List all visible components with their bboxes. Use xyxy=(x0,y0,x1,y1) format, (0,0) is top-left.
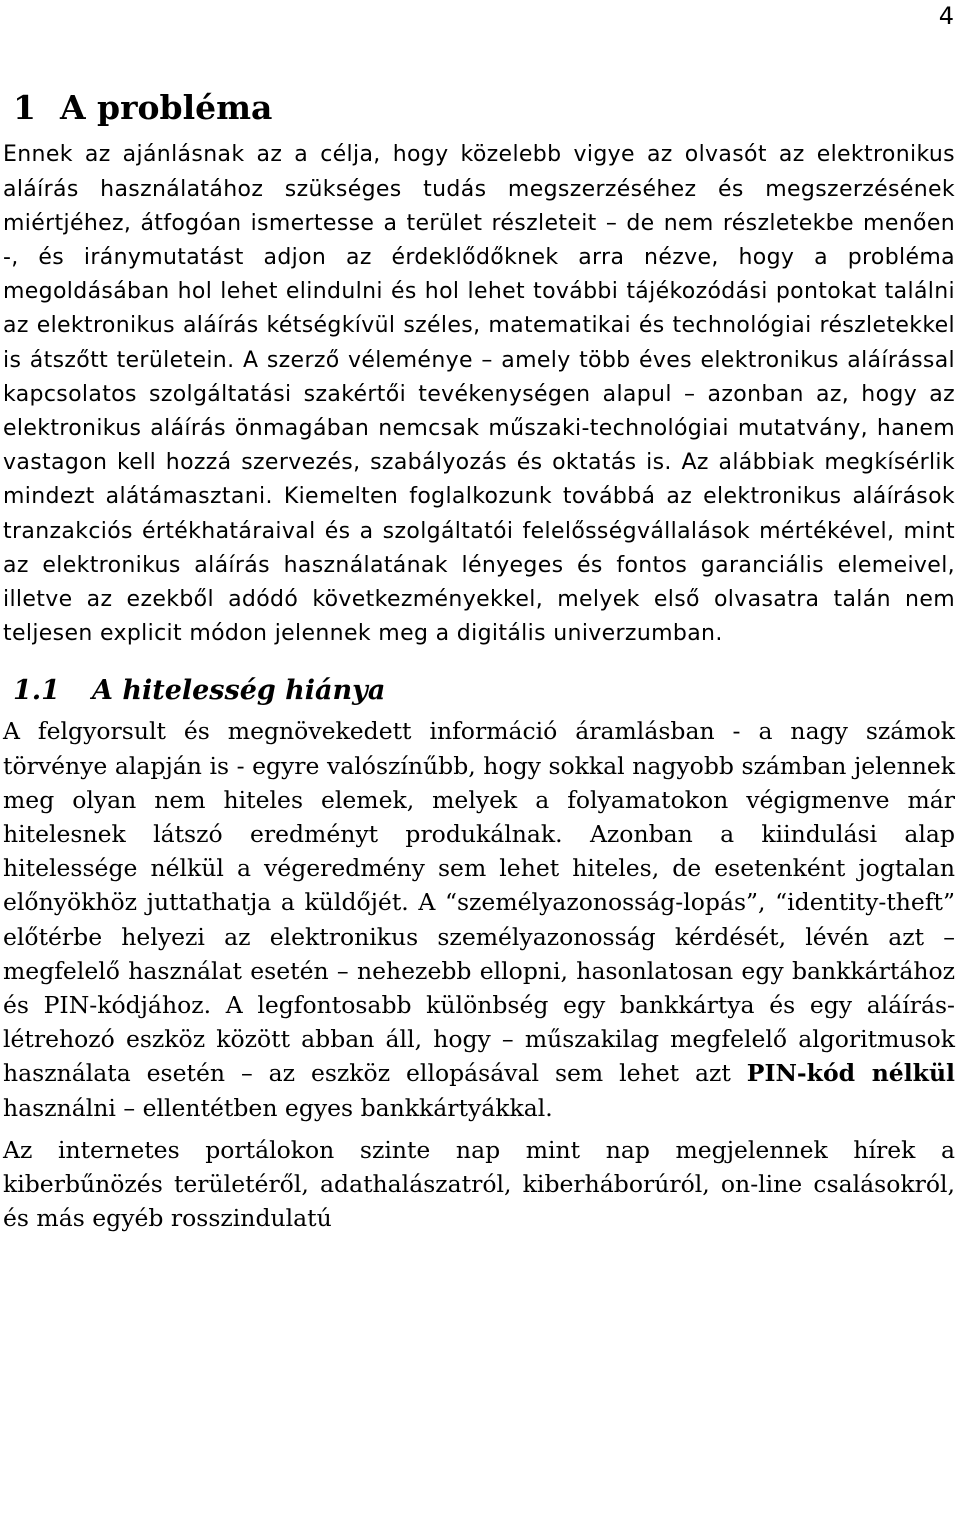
subsection-number: 1.1 xyxy=(13,675,60,707)
section-title: A probléma xyxy=(59,88,273,127)
section-number: 1 xyxy=(13,88,36,127)
subsection-paragraph-2: Az internetes portálokon szinte nap mint nap megjelennek hírek a kiberbűnözés területéről, adathalászatról, kiberháborúról, on-line csalásokról, és más egyéb rosszindulatú xyxy=(3,1135,955,1233)
subsection-heading xyxy=(13,675,955,706)
subsection-title: A hitelesség hiánya xyxy=(91,675,386,707)
emphasized-text: PIN-kód nélkül xyxy=(746,1059,955,1088)
subsection-paragraph xyxy=(3,714,955,1124)
paragraph-text-start: A felgyorsult és megnövekedett információ áramlásban - a nagy számok törvénye alapján is - egyre valószínűbb, hogy sokkal nagyobb számban jelennek meg olyan nem hiteles elemek, melyek a folyamatokon végigmenve már hitelesnek látszó eredményt produkálnak. Azonban a kiindulási alap hitelessége nélkül a végeredmény sem lehet hiteles, de esetenként jogtalan előnyökhöz juttathatja a küldőjét. A “személyazonosság-lopás”, “identity-theft” előtérbe helyezi az elektronikus személyazonosság kérdését, lévén azt – megfelelő használat esetén – nehezebb ellopni, hasonlatosan egy bankkártához és PIN-kódjához. A legfontosabb különbség egy bankkártya és egy aláírás-létrehozó eszköz között abban áll, hogy – műszakilag megfelelő algoritmusok használata esetén – az eszköz ellopásával sem lehet azt xyxy=(3,717,955,1088)
section-paragraph: Ennek az ajánlásnak az a célja, hogy közelebb vigye az olvasót az elektronikus aláírás használatához szükséges tudás megszerzéséhez és megszerzésének miértjéhez, átfogóan ismertesse a terület részleteit – de nem részletekbe menően -, és iránymutatást adjon az érdeklődőknek arra nézve, hogy a probléma megoldásában hol lehet elindulni és hol lehet további tájékozódási pontokat találni az elektronikus aláírás kétségkívül széles, matematikai és technológiai részletekkel is átszőtt területein. A szerző véleménye – amely több éves elektronikus aláírással kapcsolatos szolgáltatási szakértői tevékenységen alapul – azonban az, hogy az elektronikus aláírás önmagában nemcsak műszaki-technológiai mutatvány, hanem vastagon kell hozzá szervezés, szabályozás és oktatás is. Az alábbiak megkísérlik mindezt alátámasztani. Kiemelten foglalkozunk továbbá az elektronikus aláírások tranzakciós értékhatáraival és a szolgáltatói felelősségvállalások mértékével, mint az elektronikus aláírás használatának lényeges és fontos garanciális elemeivel, illetve az ezekből adódó következményekkel, melyek első olvasatra talán nem teljesen explicit módon jelennek meg a digitális univerzumban. xyxy=(3,142,955,647)
page-number: 4 xyxy=(938,2,954,30)
paragraph-text-end: használni – ellentétben egyes bankkártyákkal. xyxy=(3,1093,553,1122)
section-heading xyxy=(13,90,955,126)
document-body xyxy=(3,90,955,1235)
